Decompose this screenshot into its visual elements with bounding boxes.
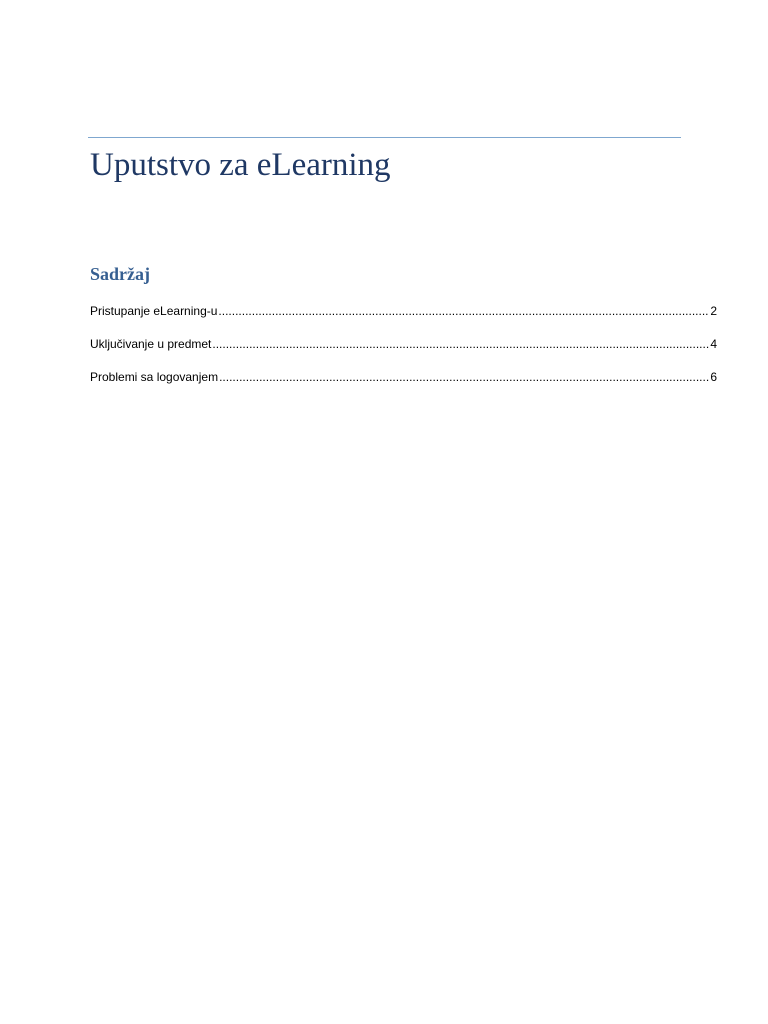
toc-entry-label: Uključivanje u predmet bbox=[90, 337, 212, 351]
toc-entry-pristupanje[interactable] bbox=[90, 302, 717, 335]
toc-entry-label: Problemi sa logovanjem bbox=[90, 370, 219, 384]
toc-entry-problemi[interactable] bbox=[90, 368, 717, 401]
toc-entry-page-number: 2 bbox=[710, 304, 717, 318]
toc-dot-leader bbox=[219, 368, 709, 386]
document-title: Uputstvo za eLearning bbox=[90, 147, 391, 183]
table-of-contents bbox=[90, 302, 717, 401]
toc-dot-leader bbox=[212, 335, 709, 353]
toc-entry-page-number: 6 bbox=[710, 370, 717, 384]
toc-entry-label: Pristupanje eLearning-u bbox=[90, 304, 218, 318]
toc-dot-leader bbox=[218, 302, 709, 320]
toc-heading: Sadržaj bbox=[90, 264, 150, 284]
title-divider bbox=[88, 137, 681, 138]
toc-entry-page-number: 4 bbox=[710, 337, 717, 351]
toc-entry-ukljucivanje[interactable] bbox=[90, 335, 717, 368]
